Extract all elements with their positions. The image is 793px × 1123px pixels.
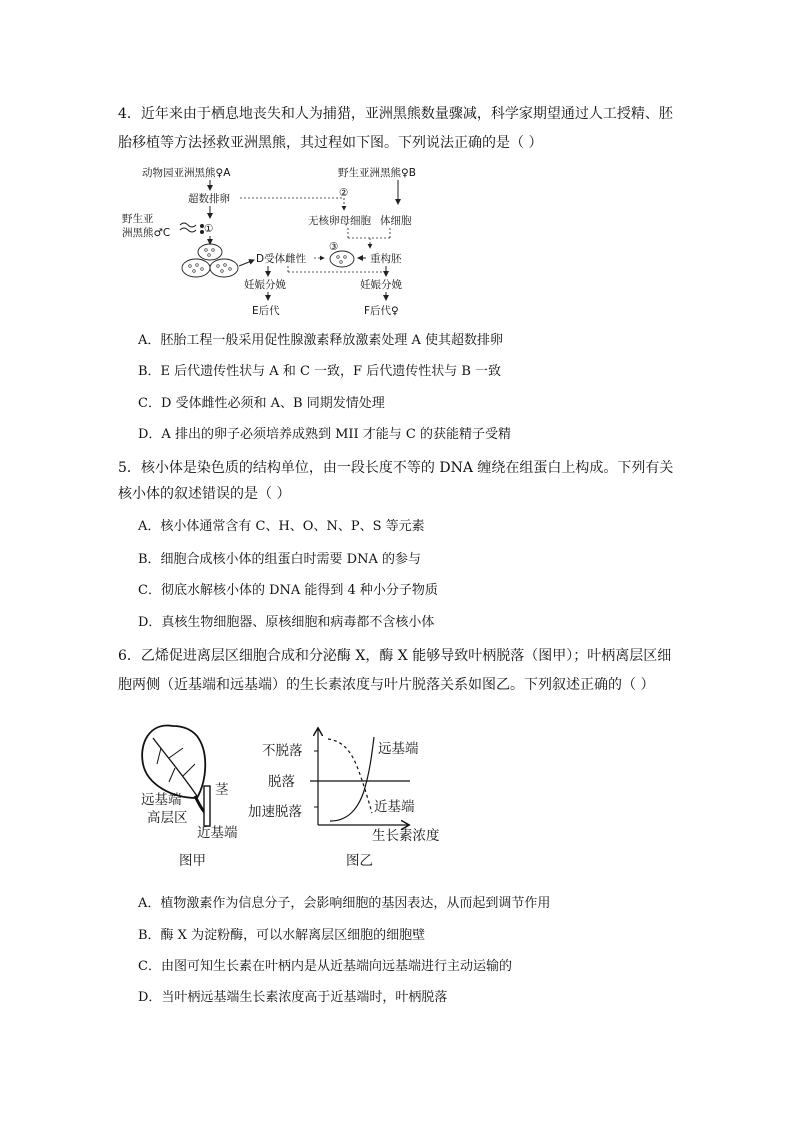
q6-stem-line1: 6．乙烯促进离层区细胞合成和分泌酶 X，酶 X 能够导致叶柄脱落（图甲）；叶柄离层区细 (118, 648, 672, 664)
q6-option-c: C．由图可知生长素在叶柄内是从近基端向远基端进行主动运输的 (138, 959, 512, 974)
proximal-end-label: 近基端 (197, 825, 238, 841)
abscission-label: 脱落 (268, 774, 295, 790)
q6-option-d: D．当叶柄远基端生长素浓度高于近基端时，叶柄脱落 (138, 990, 448, 1005)
abscission-zone-label: 高层区 (147, 810, 188, 826)
somatic-cell-label: 体细胞 (380, 215, 412, 227)
q6-figure-yi (248, 725, 448, 870)
stem-label: 茎 (215, 782, 229, 798)
q4-stem-line2: 胎移植等方法拯救亚洲黑熊，其过程如下图。下列说法正确的是（ ） (118, 135, 543, 151)
q4-option-d: D．A 排出的卵子必须培养成熟到 MII 才能与 C 的获能精子受精 (138, 427, 512, 442)
q4-option-c: C．D 受体雌性必须和 A、B 同期发情处理 (138, 396, 385, 411)
zoo-bear-a-label: 动物园亚洲黑熊♀A (142, 167, 231, 179)
q6-figure-jia (135, 718, 265, 873)
q4-embryo-diagram (118, 162, 440, 322)
superovulation-label: 超数排卵 (188, 193, 230, 205)
offspring-e-label: E后代 (252, 305, 280, 317)
q4-option-a: A．胚胎工程一般采用促性腺激素释放激素处理 A 使其超数排卵 (138, 333, 504, 348)
enucleated-oocyte-label: 无核卵母细胞 (308, 215, 371, 227)
figure-yi-caption: 图乙 (346, 853, 373, 869)
q6-stem-line2: 胞两侧（近基端和远基端）的生长素浓度与叶片脱落关系如图乙。下列叙述正确的（ ） (118, 677, 655, 693)
reconstructed-embryo-label: 重构胚 (370, 253, 402, 265)
wild-bear-c-label-1: 野生亚 (122, 213, 154, 225)
q5-option-c: C．彻底水解核小体的 DNA 能得到 4 种小分子物质 (138, 583, 438, 598)
pregnancy-left-label: 妊娠分娩 (244, 279, 286, 291)
proximal-curve-label: 近基端 (374, 799, 415, 815)
distal-end-label: 远基端 (141, 792, 182, 808)
distal-curve-label: 远基端 (378, 741, 419, 757)
wild-bear-c-label-2: 洲黑熊♂C (122, 227, 171, 239)
figure-jia-caption: 图甲 (179, 853, 206, 869)
offspring-f-label: F后代♀ (364, 305, 399, 317)
q5-option-b: B．细胞合成核小体的组蛋白时需要 DNA 的参与 (138, 552, 422, 567)
recipient-d-label: D受体雌性 (256, 253, 307, 265)
x-axis-label: 生长素浓度 (372, 828, 440, 844)
q4-stem-line1: 4．近年来由于栖息地丧失和人为捕猎，亚洲黑熊数量骤减，科学家期望通过人工授精、胚 (118, 106, 673, 122)
step-2-label: ② (339, 187, 349, 199)
q5-stem-line1: 5．核小体是染色质的结构单位，由一段长度不等的 DNA 缠绕在组蛋白上构成。下列有关 (118, 460, 674, 476)
pregnancy-right-label: 妊娠分娩 (360, 279, 402, 291)
no-abscission-label: 不脱落 (262, 743, 303, 759)
q5-stem-line2: 核小体的叙述错误的是（ ） (118, 486, 291, 502)
q5-option-d: D．真核生物细胞器、原核细胞和病毒都不含核小体 (138, 615, 435, 630)
q5-option-a: A．核小体通常含有 C、H、O、N、P、S 等元素 (138, 519, 425, 534)
q6-option-b: B．酶 X 为淀粉酶，可以水解离层区细胞的细胞壁 (138, 928, 426, 943)
accelerated-abscission-label: 加速脱落 (248, 804, 302, 820)
wild-bear-b-label: 野生亚洲黑熊♀B (338, 167, 416, 179)
step-3-label: ③ (329, 241, 339, 253)
q6-option-a: A．植物激素作为信息分子，会影响细胞的基因表达，从而起到调节作用 (138, 896, 551, 911)
q4-option-b: B．E 后代遗传性状与 A 和 C 一致，F 后代遗传性状与 B 一致 (138, 364, 502, 379)
step-1-label: ① (204, 223, 214, 235)
